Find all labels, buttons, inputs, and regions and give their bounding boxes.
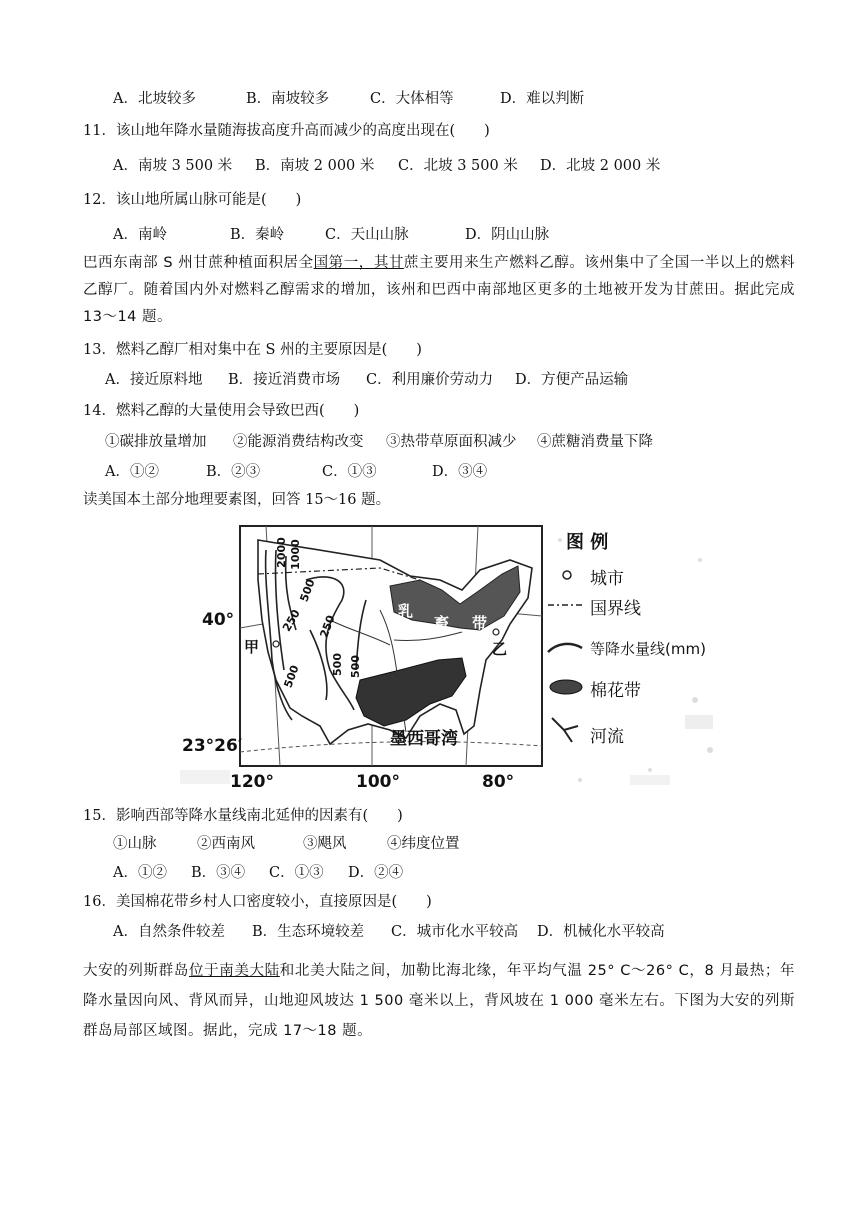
q15-option-c: C．①③: [269, 865, 324, 881]
q12-option-b: B．秦岭: [230, 227, 285, 243]
q15-statement-2: ②西南风: [197, 836, 255, 852]
q15-statement-1: ①山脉: [113, 836, 157, 852]
q14-option-c: C．①③: [322, 464, 377, 480]
q14-option-a: A．①②: [105, 464, 159, 480]
place-yi: 乙: [492, 640, 508, 658]
q12-option-c: C．天山山脉: [325, 227, 409, 243]
q14-statement-3: ③热带草原面积减少: [386, 434, 517, 450]
dairy-belt-label-2: 畜: [434, 614, 450, 632]
legend-city: 城市: [590, 569, 624, 589]
isohyet-label: 500: [281, 663, 302, 690]
q16-option-a: A．自然条件较差: [113, 924, 225, 940]
legend-title: 图 例: [566, 532, 609, 553]
q13-option-a: A．接近原料地: [105, 372, 203, 388]
q11-option-b: B．南坡 2 000 米: [255, 158, 375, 174]
dairy-belt-label-3: 带: [472, 614, 488, 632]
lat-label-40: 40°: [202, 610, 235, 630]
q13-option-d: D．方便产品运输: [515, 372, 629, 388]
q13-stem: 13．燃料乙醇厂相对集中在 S 州的主要原因是( ): [83, 342, 422, 358]
passage-brazil: [83, 250, 795, 331]
q13-option-c: C．利用廉价劳动力: [366, 372, 494, 388]
q15-option-a: A．①②: [113, 865, 167, 881]
q13-option-b: B．接近消费市场: [228, 372, 341, 388]
q14-option-b: B．②③: [206, 464, 261, 480]
legend-border: 国界线: [590, 599, 641, 619]
lon-label-80: 80°: [482, 772, 515, 792]
q14-stem: 14．燃料乙醇的大量使用会导致巴西( ): [83, 403, 360, 419]
place-jia: 甲: [244, 638, 260, 656]
passage-antilles: [83, 956, 795, 1046]
isohyet-label: 500: [330, 653, 344, 676]
q16-option-d: D．机械化水平较高: [537, 924, 665, 940]
q11-option-c: C．北坡 3 500 米: [398, 158, 518, 174]
q10-option-a: A．北坡较多: [113, 91, 196, 107]
passage-antilles-text-cont: 和北美大陆之间，加勒比海北缘，年平均气温 25° C～26° C，8 月最热；年降水量因向风、背风而异，山地迎风坡达 1 500 毫米以上，背风坡在 1 000 毫米左右。下图为大安的列斯群岛局部区域图。据此，完成 17～18 题。: [83, 963, 796, 1039]
usa-map-figure: [180, 520, 720, 792]
lon-label-120: 120°: [230, 772, 274, 792]
passage-antilles-underlined: 位于南美大陆: [188, 963, 280, 979]
dairy-belt-label-1: 乳: [398, 602, 414, 620]
lon-label-100: 100°: [356, 772, 400, 792]
q14-statement-4: ④蔗糖消费量下降: [537, 434, 653, 450]
passage-antilles-text: 大安的列斯群岛: [83, 963, 189, 979]
isohyet-label: 500: [348, 655, 362, 678]
passage-brazil-text-cont: 蔗主要用来生产燃料乙醇。该州集中了全国一半以上的燃料乙醇厂。随着国内外对燃料乙醇需求的增加，该州和巴西中南部地区更多的土地被开发为甘蔗田。据此完成 13～14 题。: [83, 255, 796, 325]
q11-option-a: A．南坡 3 500 米: [113, 158, 233, 174]
legend-cotton-belt: 棉花带: [590, 681, 641, 701]
q15-statement-3: ③飓风: [303, 836, 347, 852]
q15-option-d: D．②④: [348, 865, 404, 881]
isohyet-label: 500: [297, 577, 318, 604]
q15-statement-4: ④纬度位置: [387, 836, 460, 852]
q10-option-c: C．大体相等: [370, 91, 454, 107]
lat-label-23: 23°26′: [182, 736, 243, 756]
q16-option-c: C．城市化水平较高: [391, 924, 519, 940]
q16-option-b: B．生态环境较差: [252, 924, 365, 940]
q12-option-a: A．南岭: [113, 227, 167, 243]
passage-brazil-underlined: 国第一，其甘: [313, 255, 404, 271]
q10-option-d: D．难以判断: [500, 91, 585, 107]
q15-stem: 15．影响西部等降水量线南北延伸的因素有( ): [83, 808, 403, 824]
q11-stem: 11．该山地年降水量随海拔高度升高而减少的高度出现在( ): [83, 123, 490, 139]
q16-stem: 16．美国棉花带乡村人口密度较小，直接原因是( ): [83, 894, 432, 910]
q12-stem: 12．该山地所属山脉可能是( ): [83, 192, 302, 208]
q14-statement-1: ①碳排放量增加: [105, 434, 207, 450]
q12-option-d: D．阴山山脉: [465, 227, 550, 243]
map-intro: 读美国本土部分地理要素图，回答 15～16 题。: [83, 492, 391, 508]
legend-river: 河流: [590, 727, 624, 747]
isohyet-label: 250: [317, 613, 338, 640]
q15-option-b: B．③④: [191, 865, 246, 881]
isohyet-label: 250: [280, 607, 303, 634]
q14-option-d: D．③④: [432, 464, 488, 480]
place-gulf-of-mexico: 墨西哥湾: [390, 729, 458, 749]
passage-brazil-text: 巴西东南部 S 州甘蔗种植面积居全: [83, 255, 314, 271]
isohyet-label: 2000: [274, 537, 288, 568]
q11-option-d: D．北坡 2 000 米: [540, 158, 661, 174]
legend-isohyet: 等降水量线(mm): [590, 640, 706, 658]
isohyet-label: 1000: [288, 539, 302, 570]
q14-statement-2: ②能源消费结构改变: [233, 434, 364, 450]
q10-option-b: B．南坡较多: [246, 91, 330, 107]
